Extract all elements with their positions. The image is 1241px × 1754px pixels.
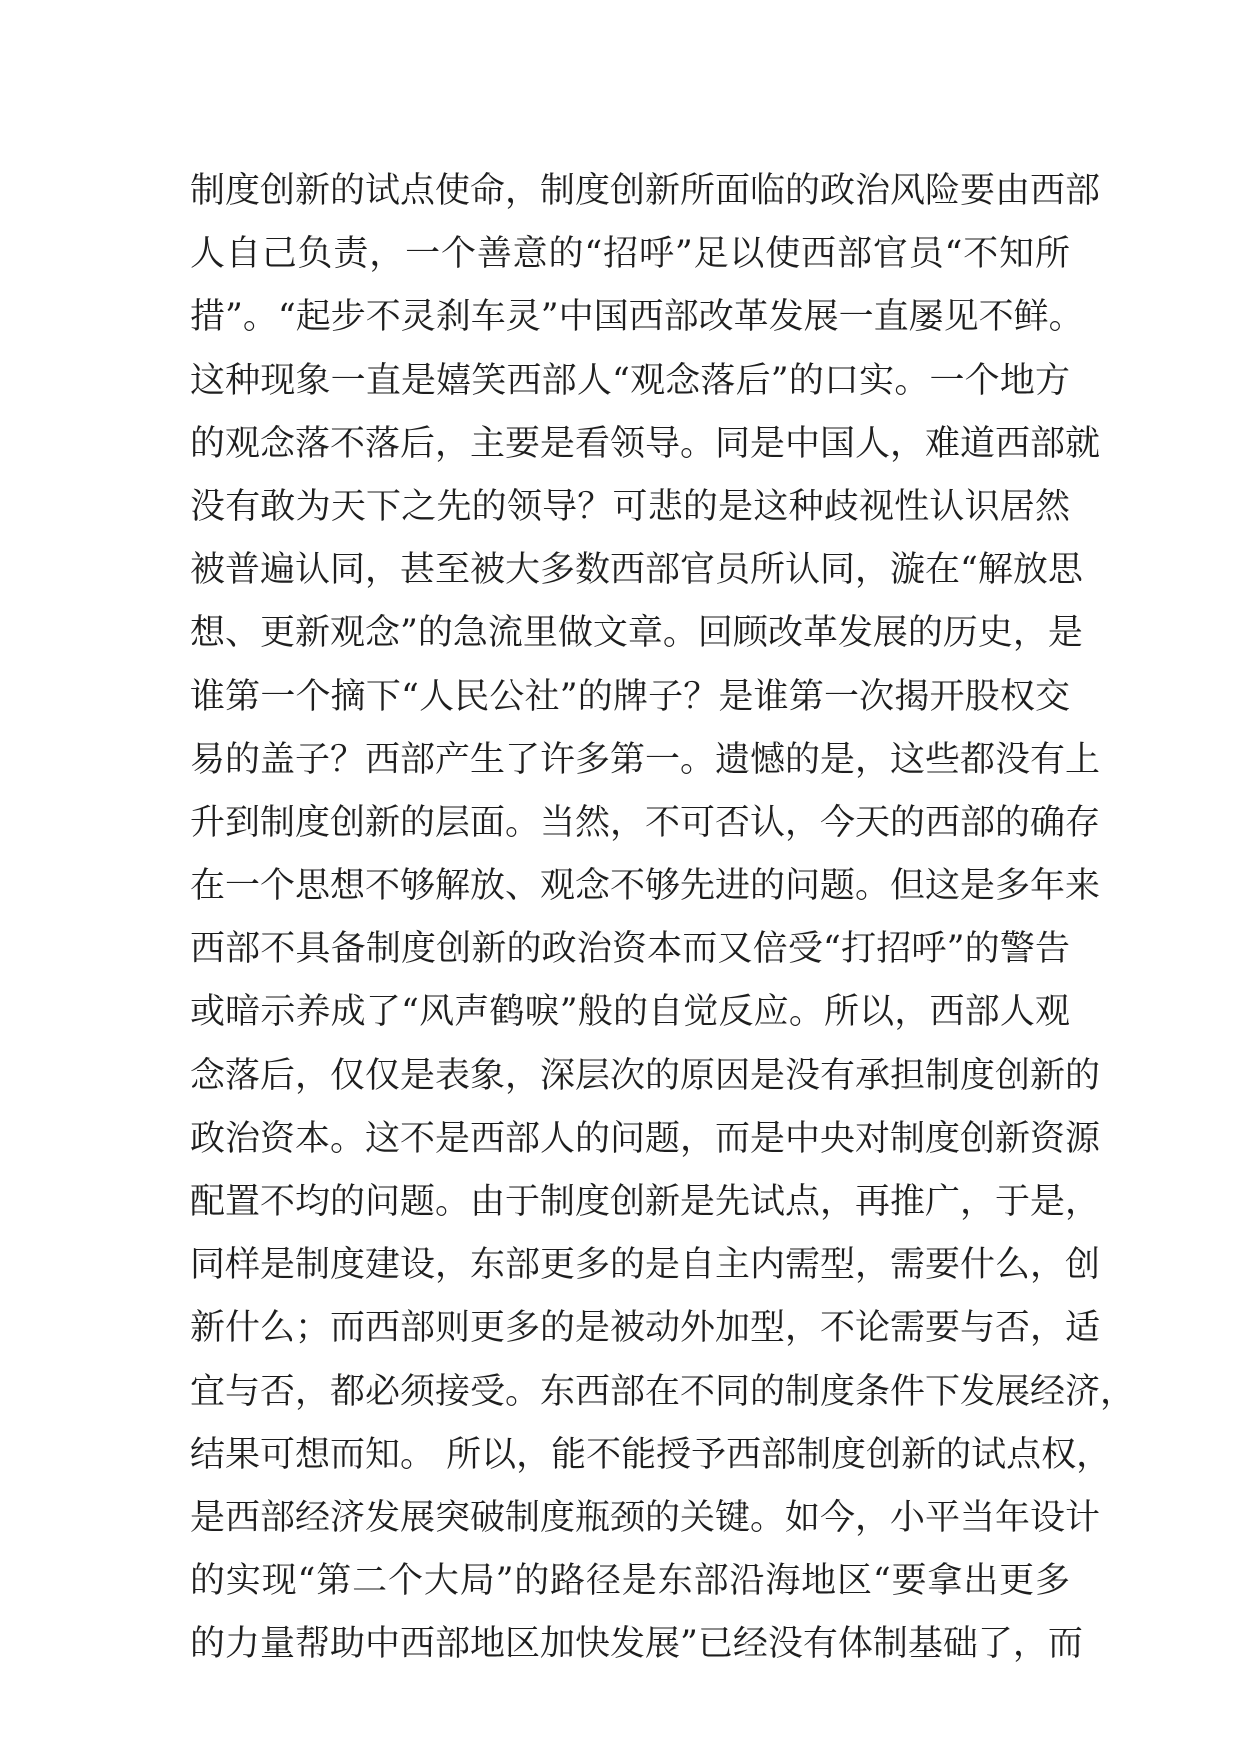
text-line: 谁第一个摘下“人民公社”的牌子？是谁第一次揭开股权交 — [190, 676, 1070, 717]
text-line: 念落后，仅仅是表象，深层次的原因是没有承担制度创新的 — [190, 1055, 1101, 1096]
text-line: 西部不具备制度创新的政治资本而又倍受“打招呼”的警告 — [190, 929, 1070, 970]
text-line: 的观念落不落后，主要是看领导。同是中国人，难道西部就 — [190, 423, 1101, 464]
text-line: 升到制度创新的层面。当然，不可否认，今天的西部的确存 — [190, 802, 1101, 843]
text-line: 措”。“起步不灵刹车灵”中国西部改革发展一直屡见不鲜。 — [190, 297, 1084, 338]
text-line: 想、更新观念”的急流里做文章。回顾改革发展的历史，是 — [190, 613, 1083, 654]
text-line: 配置不均的问题。由于制度创新是先试点，再推广，于是， — [190, 1182, 1101, 1222]
body-text — [190, 160, 1136, 1677]
text-line: 新什么；而西部则更多的是被动外加型，不论需要与否，适 — [190, 1308, 1101, 1349]
text-line: 人自己负责，一个善意的“招呼”足以使西部官员“不知所 — [190, 234, 1070, 275]
text-line: 或暗示养成了“风声鹤唳”般的自觉反应。所以，西部人观 — [190, 992, 1070, 1033]
text-line: 的实现“第二个大局”的路径是东部沿海地区“要拿出更多 — [190, 1561, 1070, 1602]
text-line: 制度创新的试点使命，制度创新所面临的政治风险要由西部 — [190, 171, 1101, 211]
text-line: 这种现象一直是嬉笑西部人“观念落后”的口实。一个地方 — [190, 360, 1070, 401]
text-line: 在一个思想不够解放、观念不够先进的问题。但这是多年来 — [190, 866, 1101, 907]
text-line: 易的盖子？西部产生了许多第一。遗憾的是，这些都没有上 — [190, 739, 1101, 780]
text-line: 是西部经济发展突破制度瓶颈的关键。如今，小平当年设计 — [190, 1497, 1101, 1538]
text-line: 没有敢为天下之先的领导？可悲的是这种歧视性认识居然 — [190, 486, 1070, 527]
text-line: 同样是制度建设，东部更多的是自主内需型，需要什么，创 — [190, 1245, 1101, 1286]
text-line: 宜与否，都必须接受。东西部在不同的制度条件下发展经济， — [190, 1371, 1136, 1412]
text-line: 政治资本。这不是西部人的问题，而是中央对制度创新资源 — [190, 1118, 1101, 1159]
text-line: 结果可想而知。 所以，能不能授予西部制度创新的试点权， — [190, 1434, 1112, 1475]
text-line: 的力量帮助中西部地区加快发展”已经没有体制基础了，而 — [190, 1624, 1083, 1665]
text-line: 被普遍认同，甚至被大多数西部官员所认同，漩在“解放思 — [190, 550, 1083, 591]
